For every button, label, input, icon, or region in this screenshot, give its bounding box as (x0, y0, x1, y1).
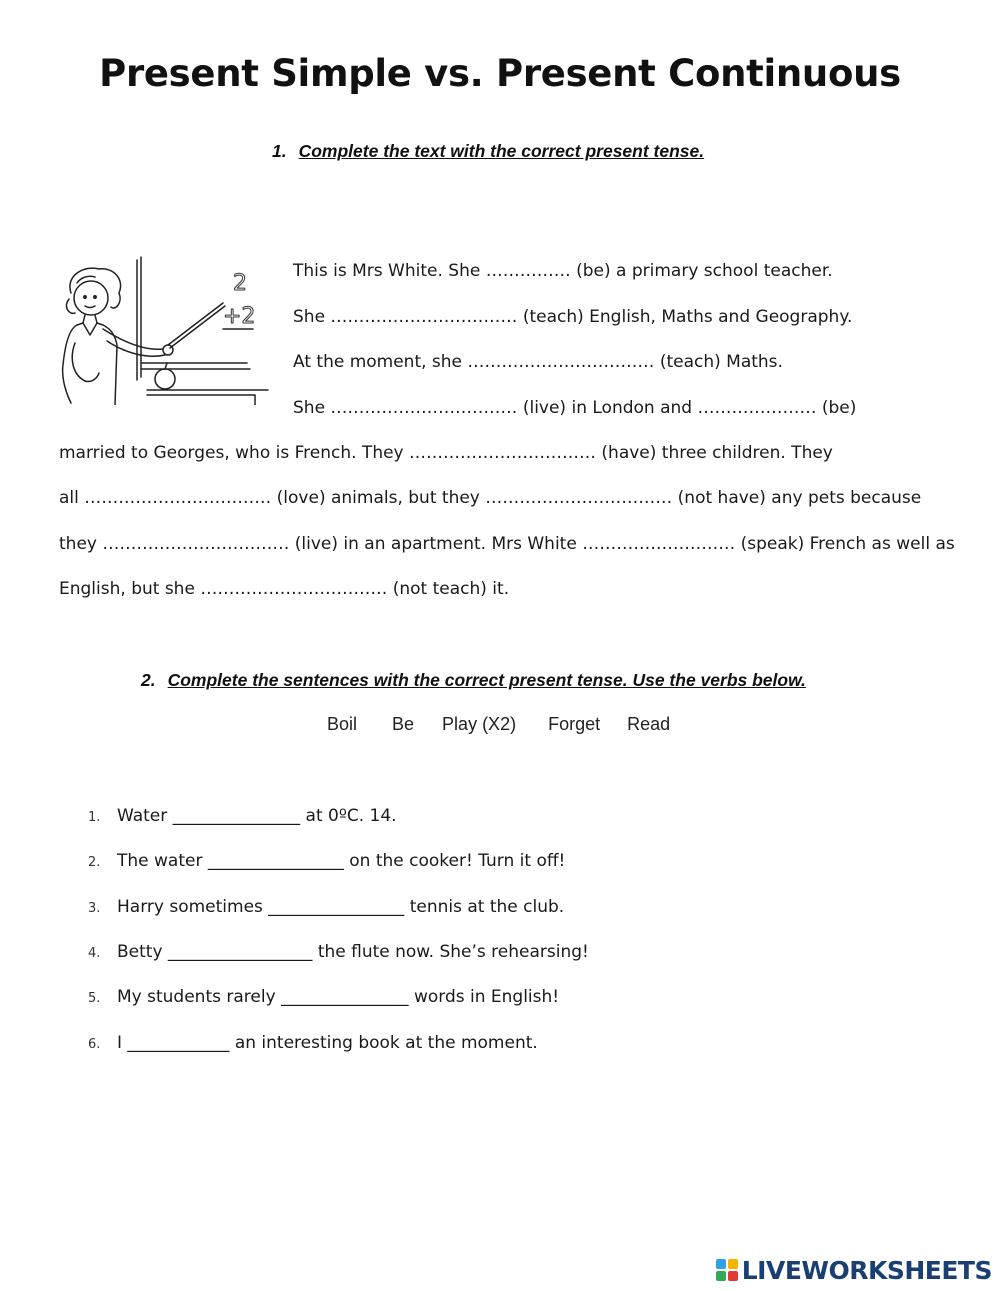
text-line: This is Mrs White. She …………… (be) a primary school teacher. (293, 261, 833, 281)
section-2-heading (141, 670, 806, 691)
section-1-number: 1. (272, 141, 287, 161)
page-title: Present Simple vs. Present Continuous (99, 52, 901, 95)
item-text: Betty _________________ the flute now. She’s rehearsing! (117, 942, 589, 962)
item-number: 2. (88, 855, 101, 870)
item-text: Harry sometimes ________________ tennis at the club. (117, 897, 565, 917)
text-line: At the moment, she …………………………… (teach) Maths. (293, 352, 783, 372)
liveworksheets-logo[interactable] (716, 1255, 992, 1285)
section-1-instruction: Complete the text with the correct present tense. (298, 141, 705, 161)
list-item (88, 986, 559, 1010)
text-line: married to Georges, who is French. They …………………………… (have) three children. They (59, 443, 833, 463)
list-item (88, 850, 565, 874)
verb-word: Boil (327, 714, 358, 734)
list-item (88, 805, 397, 829)
item-number: 6. (88, 1037, 101, 1052)
section-2-number: 2. (141, 670, 156, 690)
item-number: 1. (88, 810, 101, 825)
section-2-instruction: Complete the sentences with the correct present tense. Use the verbs below. (167, 670, 806, 690)
list-item (88, 1032, 538, 1056)
verb-word: Forget (548, 714, 601, 734)
board-number-top: 2 (233, 271, 247, 296)
item-number: 3. (88, 901, 101, 916)
board-number-bottom: +2 (223, 304, 256, 329)
text-line: they …………………………… (live) in an apartment. Mrs White ……………………… (speak) French as well as (59, 534, 955, 554)
item-number: 4. (88, 946, 101, 961)
section-1-heading (272, 141, 704, 162)
text-line: She …………………………… (teach) English, Maths and Geography. (293, 307, 853, 327)
list-item (88, 896, 564, 920)
verb-word: Play (X2) (442, 714, 517, 734)
teacher-illustration (55, 255, 285, 405)
item-text: Water _______________ at 0ºC. 14. (117, 806, 397, 826)
verb-word: Read (627, 714, 671, 734)
item-text: The water ________________ on the cooker! Turn it off! (117, 851, 566, 871)
verb-bank (327, 714, 670, 735)
logo-tiles-icon (716, 1259, 738, 1281)
text-line: all …………………………… (love) animals, but they …………………………… (not have) any pets because (59, 488, 922, 508)
text-line: English, but she …………………………… (not teach) it. (59, 579, 510, 599)
logo-text: LIVEWORKSHEETS (741, 1255, 992, 1285)
list-item (88, 941, 589, 965)
text-line: She …………………………… (live) in London and ………………… (be) (293, 398, 857, 418)
item-number: 5. (88, 991, 101, 1006)
item-text: My students rarely _______________ words in English! (117, 987, 560, 1007)
verb-word: Be (392, 714, 415, 734)
item-text: I ____________ an interesting book at the moment. (117, 1033, 538, 1053)
